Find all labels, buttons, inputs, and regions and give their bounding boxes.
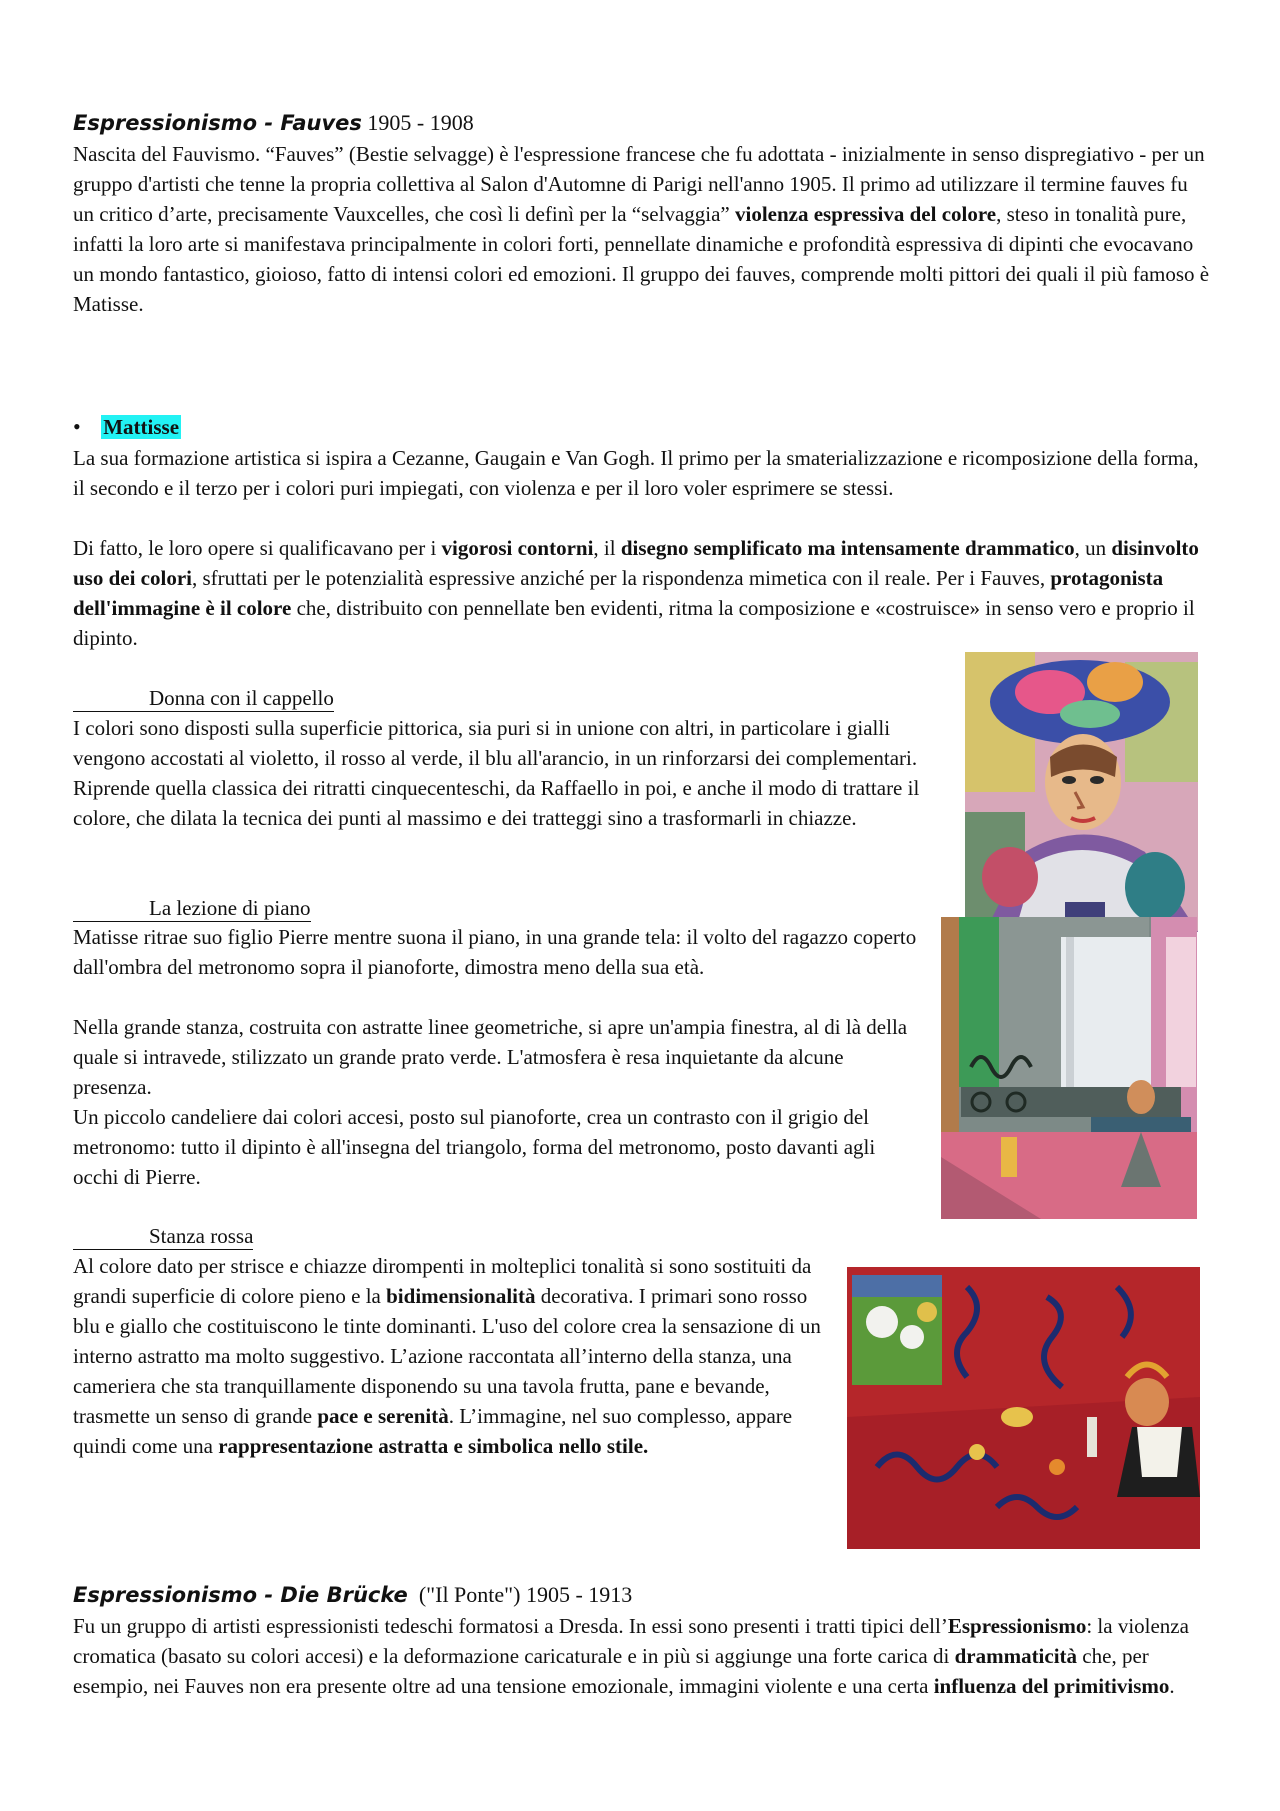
text-run: , sfruttati per le potenzialità espressive anziché per la rispondenza mimetica con il reale. Per i Fauves, xyxy=(192,566,1051,590)
painting-woman-with-hat-image xyxy=(965,652,1198,932)
section-subtitle-text: ("Il Ponte") xyxy=(418,1582,521,1607)
bold-text-run: Espressionismo xyxy=(947,1614,1087,1638)
text-run: I colori sono disposti sulla superficie pittorica, sia puri si in unione con altri, in particolare i gialli vengono accostati al violetto, il rosso al verde, il blu all'arancio, in un rinforzarsi dei complementari. Riprende quella classica dei ritratti cinquecenteschi, da Raffaello in poi, e anche il modo di trattare il colore, che dilata la tecnica dei punti al massimo e dei tratteggi sino a trasformarli in chiazze. xyxy=(73,716,920,830)
bold-text-run: vigorosi contorni xyxy=(441,536,594,560)
bold-text-run: rappresentazione astratta e simbolica nello stile. xyxy=(218,1434,649,1458)
work-title-lezione xyxy=(73,893,311,923)
work-paragraph-lezione-3 xyxy=(73,1102,923,1192)
text-run: Nella grande stanza, costruita con astratte linee geometriche, si apre un'ampia finestra, al di là della quale si intravede, stilizzato un grande prato verde. L'atmosfera è resa inquietante da alcune presenza. xyxy=(73,1015,908,1099)
text-run: Un piccolo candeliere dai colori accesi, posto sul pianoforte, crea un contrasto con il grigio del metronomo: tutto il dipinto è all'insegna del triangolo, forma del metronomo, posto davanti agli occhi di Pierre. xyxy=(73,1105,876,1189)
work-paragraph-stanza xyxy=(73,1251,833,1461)
fauves-paragraph xyxy=(73,139,1213,319)
bold-text-run: bidimensionalità xyxy=(386,1284,536,1308)
artist-name-highlight: Mattisse xyxy=(103,415,180,439)
text-run: Al colore dato per strisce e chiazze dirompenti in molteplici tonalità si sono sostituiti da grandi superficie di colore pieno e la xyxy=(73,1254,812,1308)
work-title-stanza xyxy=(73,1221,253,1251)
text-run: decorativa. I primari sono rosso blu e giallo che costituiscono le tinte dominanti. L'uso del colore crea la sensazione di un interno astratto ma molto suggestivo. L’azione raccontata all’interno della stanza, una cameriera che sta tranquillamente disponendo su una tavola frutta, pane e bevande, trasmette un senso di grande xyxy=(73,1284,821,1428)
text-run: , un xyxy=(1074,536,1112,560)
bold-text-run: drammaticità xyxy=(954,1644,1078,1668)
work-title: Donna con il cappello xyxy=(73,685,334,712)
text-run: . xyxy=(1169,1674,1175,1698)
text-run: , steso in tonalità pure, infatti la loro arte si manifestava principalmente in colori forti, pennellate dinamiche e profondità espressiva di dipinti che evocavano un mondo fantastico, gioioso, fatto di intensi colori ed emozioni. Il gruppo dei fauves, comprende molti pittori dei quali il più famoso è Matisse. xyxy=(73,202,1210,316)
bold-text-run: protagonista dell'immagine è il colore xyxy=(73,566,1164,620)
bold-text-run: pace e serenità xyxy=(317,1404,449,1428)
text-run: Fu un gruppo di artisti espressionisti tedeschi formatosi a Dresda. In essi sono presenti i tratti tipici dell’ xyxy=(73,1614,948,1638)
matisse-intro-paragraph: La sua formazione artistica si ispira a Cezanne, Gaugain e Van Gogh. Il primo per la smaterializzazione e ricomposizione della forma, il secondo e il terzo per i colori puri impiegati, con violenza e per il loro voler esprimere se stessi. xyxy=(73,446,1199,500)
text-run: . L’immagine, nel suo complesso, appare quindi come una xyxy=(73,1404,793,1458)
painting-piano-lesson xyxy=(941,917,1197,1219)
painting-red-room xyxy=(847,1267,1200,1549)
bullet-matisse xyxy=(73,412,473,442)
matisse-style-paragraph xyxy=(73,533,1213,653)
work-paragraph-lezione-1 xyxy=(73,922,923,982)
bullet-mark: • xyxy=(73,414,81,439)
work-paragraph-lezione-2 xyxy=(73,1012,923,1102)
section-heading-fauves xyxy=(73,108,1213,138)
work-title-donna xyxy=(73,683,334,713)
text-run: : la violenza cromatica (basato su colori accesi) e la deformazione caricaturale e in più si aggiunge una forte carica di xyxy=(73,1614,1189,1668)
section-dates: 1905 - 1908 xyxy=(367,110,474,135)
painting-piano-lesson-image xyxy=(941,917,1197,1219)
text-run: che, distribuito con pennellate ben evidenti, ritma la composizione e «costruisce» in senso vero e proprio il dipinto. xyxy=(73,596,1195,650)
painting-woman-with-hat xyxy=(965,652,1198,932)
section-subtitle xyxy=(413,1582,632,1607)
work-title: Stanza rossa xyxy=(73,1223,253,1250)
work-title: La lezione di piano xyxy=(73,895,311,922)
section-title: Espressionismo - Die Brücke xyxy=(73,1583,408,1607)
text-run: Di fatto, le loro opere si qualificavano per i xyxy=(73,536,442,560)
text-run: Matisse ritrae suo figlio Pierre mentre suona il piano, in una grande tela: il volto del ragazzo coperto dall'ombra del metronomo sopra il pianoforte, dimostra meno della sua età. xyxy=(73,925,917,979)
bold-text-run: disegno semplificato ma intensamente drammatico xyxy=(620,536,1075,560)
bold-text-run: violenza espressiva del colore xyxy=(735,202,997,226)
section-dates: 1905 - 1913 xyxy=(525,1582,633,1607)
section-title: Espressionismo - Fauves xyxy=(73,111,362,135)
text-run: Nascita del Fauvismo. “Fauves” (Bestie selvagge) è l'espressione francese che fu adottata - inizialmente in senso dispregiativo - per un gruppo d'artisti che tenne la propria collettiva al Salon d'Automne di Parigi nell'anno 1905. Il primo ad utilizzare il termine fauves fu un critico d’arte, precisamente Vauxcelles, che così li definì per la “selvaggia” xyxy=(73,142,1205,226)
text-run: che, per esempio, nei Fauves non era presente oltre ad una tensione emozionale, immagini violente e una certa xyxy=(73,1644,1149,1698)
text-run: , il xyxy=(593,536,621,560)
bold-text-run: influenza del primitivismo xyxy=(933,1674,1170,1698)
section-heading-bruecke xyxy=(73,1580,1213,1610)
painting-red-room-image xyxy=(847,1267,1200,1549)
bruecke-paragraph xyxy=(73,1611,1213,1701)
work-paragraph-donna xyxy=(73,713,943,833)
bold-text-run: disinvolto uso dei colori xyxy=(73,536,1199,590)
